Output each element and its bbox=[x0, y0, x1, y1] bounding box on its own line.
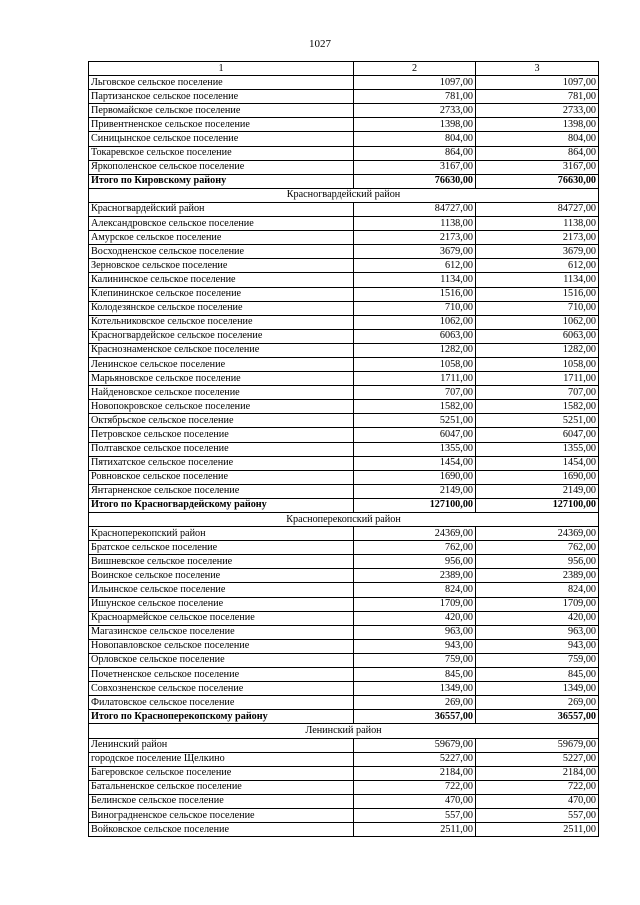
table-row bbox=[89, 696, 599, 710]
amount-col3-cell: 864,00 bbox=[476, 146, 599, 160]
table-row bbox=[89, 611, 599, 625]
amount-col3-cell: 1582,00 bbox=[476, 400, 599, 414]
table-row bbox=[89, 301, 599, 315]
amount-col3-cell: 1398,00 bbox=[476, 118, 599, 132]
settlement-name-cell: Войковское сельское поселение bbox=[89, 823, 354, 837]
amount-col3-cell: 1711,00 bbox=[476, 372, 599, 386]
amount-col2-cell: 1454,00 bbox=[354, 456, 476, 470]
settlement-name-cell: Итого по Красноперекопскому району bbox=[89, 710, 354, 724]
table-row bbox=[89, 90, 599, 104]
table-row bbox=[89, 132, 599, 146]
table-row bbox=[89, 357, 599, 371]
section-title: Ленинский район bbox=[89, 724, 599, 738]
amount-col3-cell: 1058,00 bbox=[476, 357, 599, 371]
settlement-name-cell: Батальненское сельское поселение bbox=[89, 780, 354, 794]
table-row bbox=[89, 625, 599, 639]
table-row bbox=[89, 442, 599, 456]
amount-col3-cell: 2173,00 bbox=[476, 231, 599, 245]
amount-col2-cell: 710,00 bbox=[354, 301, 476, 315]
amount-col2-cell: 6047,00 bbox=[354, 428, 476, 442]
amount-col3-cell: 2389,00 bbox=[476, 569, 599, 583]
amount-col3-cell: 963,00 bbox=[476, 625, 599, 639]
settlement-name-cell: Калининское сельское поселение bbox=[89, 273, 354, 287]
section-header-row bbox=[89, 724, 599, 738]
amount-col2-cell: 963,00 bbox=[354, 625, 476, 639]
settlement-name-cell: Партизанское сельское поселение bbox=[89, 90, 354, 104]
amount-col3-cell: 943,00 bbox=[476, 639, 599, 653]
table-row bbox=[89, 386, 599, 400]
amount-col3-cell: 1349,00 bbox=[476, 682, 599, 696]
settlement-name-cell: Ровновское сельское поселение bbox=[89, 470, 354, 484]
amount-col3-cell: 1134,00 bbox=[476, 273, 599, 287]
amount-col3-cell: 2733,00 bbox=[476, 104, 599, 118]
amount-col3-cell: 24369,00 bbox=[476, 527, 599, 541]
table-row bbox=[89, 808, 599, 822]
amount-col3-cell: 1355,00 bbox=[476, 442, 599, 456]
settlement-name-cell: Воинское сельское поселение bbox=[89, 569, 354, 583]
amount-col3-cell: 470,00 bbox=[476, 794, 599, 808]
amount-col2-cell: 612,00 bbox=[354, 259, 476, 273]
amount-col2-cell: 5251,00 bbox=[354, 414, 476, 428]
amount-col3-cell: 845,00 bbox=[476, 668, 599, 682]
section-title: Красногвардейский район bbox=[89, 188, 599, 202]
section-title: Красноперекопский район bbox=[89, 513, 599, 527]
settlement-name-cell: Петровское сельское поселение bbox=[89, 428, 354, 442]
amount-col2-cell: 1582,00 bbox=[354, 400, 476, 414]
amount-col2-cell: 5227,00 bbox=[354, 752, 476, 766]
amount-col2-cell: 2511,00 bbox=[354, 823, 476, 837]
amount-col2-cell: 2173,00 bbox=[354, 231, 476, 245]
amount-col3-cell: 420,00 bbox=[476, 611, 599, 625]
amount-col3-cell: 59679,00 bbox=[476, 738, 599, 752]
settlement-name-cell: Белинское сельское поселение bbox=[89, 794, 354, 808]
settlement-name-cell: Краснознаменское сельское поселение bbox=[89, 343, 354, 357]
amount-col3-cell: 1709,00 bbox=[476, 597, 599, 611]
amount-col3-cell: 3679,00 bbox=[476, 245, 599, 259]
table-row bbox=[89, 372, 599, 386]
table-row bbox=[89, 217, 599, 231]
settlement-name-cell: Янтарненское сельское поселение bbox=[89, 484, 354, 498]
table-row bbox=[89, 414, 599, 428]
amount-col3-cell: 804,00 bbox=[476, 132, 599, 146]
table-row bbox=[89, 527, 599, 541]
amount-col3-cell: 127100,00 bbox=[476, 498, 599, 512]
amount-col2-cell: 1690,00 bbox=[354, 470, 476, 484]
settlement-name-cell: Филатовское сельское поселение bbox=[89, 696, 354, 710]
settlement-name-cell: Льговское сельское поселение bbox=[89, 76, 354, 90]
amount-col3-cell: 5251,00 bbox=[476, 414, 599, 428]
table-body bbox=[89, 62, 599, 837]
total-row bbox=[89, 174, 599, 188]
table-row bbox=[89, 245, 599, 259]
amount-col2-cell: 2389,00 bbox=[354, 569, 476, 583]
amount-col2-cell: 2149,00 bbox=[354, 484, 476, 498]
settlement-name-cell: Итого по Кировскому району bbox=[89, 174, 354, 188]
settlement-name-cell: Восходненское сельское поселение bbox=[89, 245, 354, 259]
table-row bbox=[89, 329, 599, 343]
table-row bbox=[89, 259, 599, 273]
amount-col3-cell: 781,00 bbox=[476, 90, 599, 104]
settlement-name-cell: Почетненское сельское поселение bbox=[89, 668, 354, 682]
amount-col2-cell: 845,00 bbox=[354, 668, 476, 682]
amount-col2-cell: 804,00 bbox=[354, 132, 476, 146]
amount-col2-cell: 762,00 bbox=[354, 541, 476, 555]
amount-col3-cell: 759,00 bbox=[476, 653, 599, 667]
amount-col2-cell: 3167,00 bbox=[354, 160, 476, 174]
amount-col2-cell: 707,00 bbox=[354, 386, 476, 400]
settlement-name-cell: Октябрьское сельское поселение bbox=[89, 414, 354, 428]
settlement-name-cell: Первомайское сельское поселение bbox=[89, 104, 354, 118]
amount-col3-cell: 1097,00 bbox=[476, 76, 599, 90]
settlement-name-cell: Багеровское сельское поселение bbox=[89, 766, 354, 780]
table-row bbox=[89, 118, 599, 132]
amount-col2-cell: 1138,00 bbox=[354, 217, 476, 231]
column-header-1: 1 bbox=[89, 62, 354, 76]
amount-col2-cell: 2733,00 bbox=[354, 104, 476, 118]
amount-col2-cell: 557,00 bbox=[354, 808, 476, 822]
table-row bbox=[89, 202, 599, 216]
amount-col2-cell: 1398,00 bbox=[354, 118, 476, 132]
amount-col2-cell: 943,00 bbox=[354, 639, 476, 653]
amount-col2-cell: 2184,00 bbox=[354, 766, 476, 780]
settlement-name-cell: Яркополенское сельское поселение bbox=[89, 160, 354, 174]
table-row bbox=[89, 597, 599, 611]
settlement-name-cell: городское поселение Щелкино bbox=[89, 752, 354, 766]
settlement-name-cell: Ишунское сельское поселение bbox=[89, 597, 354, 611]
settlement-name-cell: Братское сельское поселение bbox=[89, 541, 354, 555]
table-row bbox=[89, 780, 599, 794]
amount-col3-cell: 84727,00 bbox=[476, 202, 599, 216]
amount-col3-cell: 2511,00 bbox=[476, 823, 599, 837]
table-row bbox=[89, 738, 599, 752]
amount-col3-cell: 76630,00 bbox=[476, 174, 599, 188]
amount-col3-cell: 707,00 bbox=[476, 386, 599, 400]
amount-col2-cell: 956,00 bbox=[354, 555, 476, 569]
amount-col2-cell: 420,00 bbox=[354, 611, 476, 625]
amount-col3-cell: 722,00 bbox=[476, 780, 599, 794]
settlement-name-cell: Привентненское сельское поселение bbox=[89, 118, 354, 132]
settlement-name-cell: Клепининское сельское поселение bbox=[89, 287, 354, 301]
table-row bbox=[89, 569, 599, 583]
table-row bbox=[89, 639, 599, 653]
table-row bbox=[89, 428, 599, 442]
amount-col3-cell: 36557,00 bbox=[476, 710, 599, 724]
amount-col3-cell: 3167,00 bbox=[476, 160, 599, 174]
amount-col3-cell: 956,00 bbox=[476, 555, 599, 569]
settlement-name-cell: Красноармейское сельское поселение bbox=[89, 611, 354, 625]
table-row bbox=[89, 583, 599, 597]
total-row bbox=[89, 710, 599, 724]
amount-col2-cell: 722,00 bbox=[354, 780, 476, 794]
settlement-name-cell: Колодезянское сельское поселение bbox=[89, 301, 354, 315]
amount-col2-cell: 1134,00 bbox=[354, 273, 476, 287]
amount-col2-cell: 1282,00 bbox=[354, 343, 476, 357]
table-row bbox=[89, 682, 599, 696]
settlement-name-cell: Марьяновское сельское поселение bbox=[89, 372, 354, 386]
settlement-name-cell: Итого по Красногвардейскому району bbox=[89, 498, 354, 512]
settlement-name-cell: Красногвардейское сельское поселение bbox=[89, 329, 354, 343]
amount-col3-cell: 1138,00 bbox=[476, 217, 599, 231]
table-row bbox=[89, 76, 599, 90]
table-row bbox=[89, 752, 599, 766]
settlement-name-cell: Зерновское сельское поселение bbox=[89, 259, 354, 273]
amount-col3-cell: 1062,00 bbox=[476, 315, 599, 329]
settlement-name-cell: Новопокровское сельское поселение bbox=[89, 400, 354, 414]
amount-col2-cell: 759,00 bbox=[354, 653, 476, 667]
settlement-name-cell: Полтавское сельское поселение bbox=[89, 442, 354, 456]
section-header-row bbox=[89, 513, 599, 527]
amount-col2-cell: 1711,00 bbox=[354, 372, 476, 386]
amount-col3-cell: 5227,00 bbox=[476, 752, 599, 766]
settlement-name-cell: Магазинское сельское поселение bbox=[89, 625, 354, 639]
amount-col2-cell: 864,00 bbox=[354, 146, 476, 160]
amount-col2-cell: 824,00 bbox=[354, 583, 476, 597]
column-header-row bbox=[89, 62, 599, 76]
table-row bbox=[89, 343, 599, 357]
settlement-name-cell: Красногвардейский район bbox=[89, 202, 354, 216]
amount-col2-cell: 781,00 bbox=[354, 90, 476, 104]
table-row bbox=[89, 273, 599, 287]
settlement-name-cell: Ильинское сельское поселение bbox=[89, 583, 354, 597]
table-row bbox=[89, 766, 599, 780]
table-row bbox=[89, 794, 599, 808]
amount-col3-cell: 2149,00 bbox=[476, 484, 599, 498]
table-row bbox=[89, 653, 599, 667]
table-row bbox=[89, 823, 599, 837]
amount-col2-cell: 76630,00 bbox=[354, 174, 476, 188]
table-row bbox=[89, 160, 599, 174]
amount-col2-cell: 269,00 bbox=[354, 696, 476, 710]
settlement-name-cell: Совхозненское сельское поселение bbox=[89, 682, 354, 696]
column-header-3: 3 bbox=[476, 62, 599, 76]
amount-col2-cell: 1709,00 bbox=[354, 597, 476, 611]
table-row bbox=[89, 146, 599, 160]
table-row bbox=[89, 541, 599, 555]
settlement-name-cell: Синицынское сельское поселение bbox=[89, 132, 354, 146]
settlement-name-cell: Ленинское сельское поселение bbox=[89, 357, 354, 371]
amount-col2-cell: 6063,00 bbox=[354, 329, 476, 343]
table-row bbox=[89, 668, 599, 682]
total-row bbox=[89, 498, 599, 512]
settlement-name-cell: Орловское сельское поселение bbox=[89, 653, 354, 667]
amount-col3-cell: 1454,00 bbox=[476, 456, 599, 470]
settlement-name-cell: Новопавловское сельское поселение bbox=[89, 639, 354, 653]
table-row bbox=[89, 231, 599, 245]
page-number: 1027 bbox=[309, 38, 331, 50]
amount-col2-cell: 1097,00 bbox=[354, 76, 476, 90]
amount-col2-cell: 1058,00 bbox=[354, 357, 476, 371]
amount-col3-cell: 1690,00 bbox=[476, 470, 599, 484]
table-row bbox=[89, 484, 599, 498]
amount-col2-cell: 3679,00 bbox=[354, 245, 476, 259]
amount-col2-cell: 1516,00 bbox=[354, 287, 476, 301]
settlement-name-cell: Александровское сельское поселение bbox=[89, 217, 354, 231]
amount-col2-cell: 1062,00 bbox=[354, 315, 476, 329]
amount-col3-cell: 2184,00 bbox=[476, 766, 599, 780]
amount-col3-cell: 1516,00 bbox=[476, 287, 599, 301]
table-row bbox=[89, 555, 599, 569]
settlement-name-cell: Красноперекопский район bbox=[89, 527, 354, 541]
column-header-2: 2 bbox=[354, 62, 476, 76]
amount-col2-cell: 470,00 bbox=[354, 794, 476, 808]
settlement-name-cell: Амурское сельское поселение bbox=[89, 231, 354, 245]
amount-col3-cell: 6047,00 bbox=[476, 428, 599, 442]
amount-col3-cell: 824,00 bbox=[476, 583, 599, 597]
settlement-name-cell: Вишневское сельское поселение bbox=[89, 555, 354, 569]
amount-col3-cell: 710,00 bbox=[476, 301, 599, 315]
amount-col2-cell: 127100,00 bbox=[354, 498, 476, 512]
amount-col2-cell: 24369,00 bbox=[354, 527, 476, 541]
amount-col2-cell: 84727,00 bbox=[354, 202, 476, 216]
table-row bbox=[89, 287, 599, 301]
amount-col3-cell: 762,00 bbox=[476, 541, 599, 555]
amount-col3-cell: 6063,00 bbox=[476, 329, 599, 343]
settlement-name-cell: Котельниковское сельское поселение bbox=[89, 315, 354, 329]
amount-col3-cell: 557,00 bbox=[476, 808, 599, 822]
settlement-name-cell: Токаревское сельское поселение bbox=[89, 146, 354, 160]
amount-col2-cell: 1349,00 bbox=[354, 682, 476, 696]
settlement-name-cell: Пятихатское сельское поселение bbox=[89, 456, 354, 470]
settlement-name-cell: Найденовское сельское поселение bbox=[89, 386, 354, 400]
section-header-row bbox=[89, 188, 599, 202]
amount-col2-cell: 36557,00 bbox=[354, 710, 476, 724]
amount-col3-cell: 1282,00 bbox=[476, 343, 599, 357]
table-row bbox=[89, 456, 599, 470]
amount-col3-cell: 269,00 bbox=[476, 696, 599, 710]
settlement-name-cell: Ленинский район bbox=[89, 738, 354, 752]
table-row bbox=[89, 400, 599, 414]
table-row bbox=[89, 315, 599, 329]
table-row bbox=[89, 470, 599, 484]
budget-table bbox=[88, 61, 599, 837]
amount-col3-cell: 612,00 bbox=[476, 259, 599, 273]
settlement-name-cell: Виноградненское сельское поселение bbox=[89, 808, 354, 822]
table-row bbox=[89, 104, 599, 118]
amount-col2-cell: 1355,00 bbox=[354, 442, 476, 456]
amount-col2-cell: 59679,00 bbox=[354, 738, 476, 752]
